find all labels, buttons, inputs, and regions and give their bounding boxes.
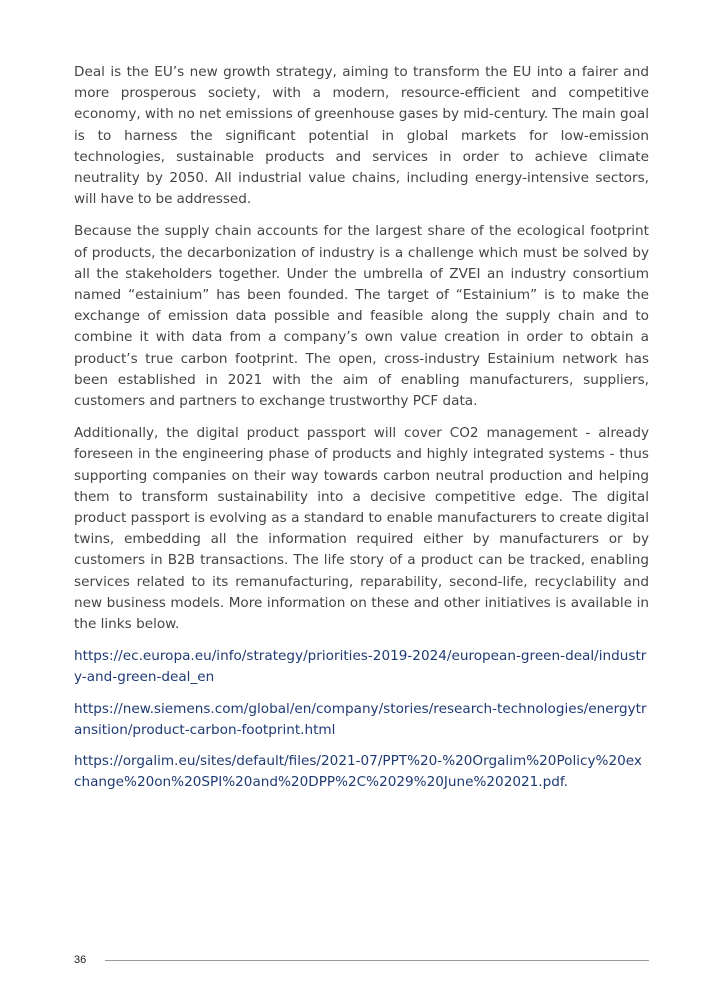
paragraph-green-deal: Deal is the EU’s new growth strategy, aiming to transform the EU into a fairer and more prosperous society, with a modern, resource-efficient and competitive economy, with no net emissions of greenhouse gases by mid-century. The main goal is to harness the significant potential in global markets for low-emission technologies, sustainable products and services in order to achieve climate neutrality by 2050. All industrial value chains, including energy-intensive sectors, will have to be addressed. [74,64,649,208]
page-footer [74,954,649,970]
link-ec-europa-green-deal[interactable]: https://ec.europa.eu/info/strategy/priorities-2019-2024/european-green-deal/industry-and-green-deal_en [74,648,647,686]
paragraph-digital-product-passport: Additionally, the digital product passport will cover CO2 management - already foreseen in the engineering phase of products and highly integrated systems - thus supporting companies on their way towards carbon neutral production and helping them to transform sustainability into a decisive competitive edge. The digital product passport is evolving as a standard to enable manufacturers to create digital twins, embedding all the information required either by manufacturers or by customers in B2B transactions. The life story of a product can be tracked, enabling services related to its remanufacturing, reparability, second-life, recyclability and new business models. More information on these and other initiatives is available in the links below. [74,425,649,633]
link-siemens-product-carbon-footprint[interactable]: https://new.siemens.com/global/en/company/stories/research-technologies/energytransition/product-carbon-footprint.html [74,700,647,738]
document-body [74,62,649,804]
paragraph-estainium: Because the supply chain accounts for the largest share of the ecological footprint of products, the decarbonization of industry is a challenge which must be solved by all the stakeholders together. Under the umbrella of ZVEI an industry consortium named “estainium” has been founded. The target of “Estainium” is to make the exchange of emission data possible and feasible along the supply chain and to combine it with data from a company’s own value creation in order to obtain a product’s true carbon footprint. The open, cross-industry Estainium network has been established in 2021 with the aim of enabling manufacturers, suppliers, customers and partners to exchange trustworthy PCF data. [74,223,649,410]
page-number: 36 [74,954,87,966]
link-orgalim-pdf[interactable]: https://orgalim.eu/sites/default/files/2021-07/PPT%20-%20Orgalim%20Policy%20exchange%20on%20SPI%20and%20DPP%2C%2029%20June%202021.pdf. [74,753,642,791]
footer-divider [105,960,649,961]
